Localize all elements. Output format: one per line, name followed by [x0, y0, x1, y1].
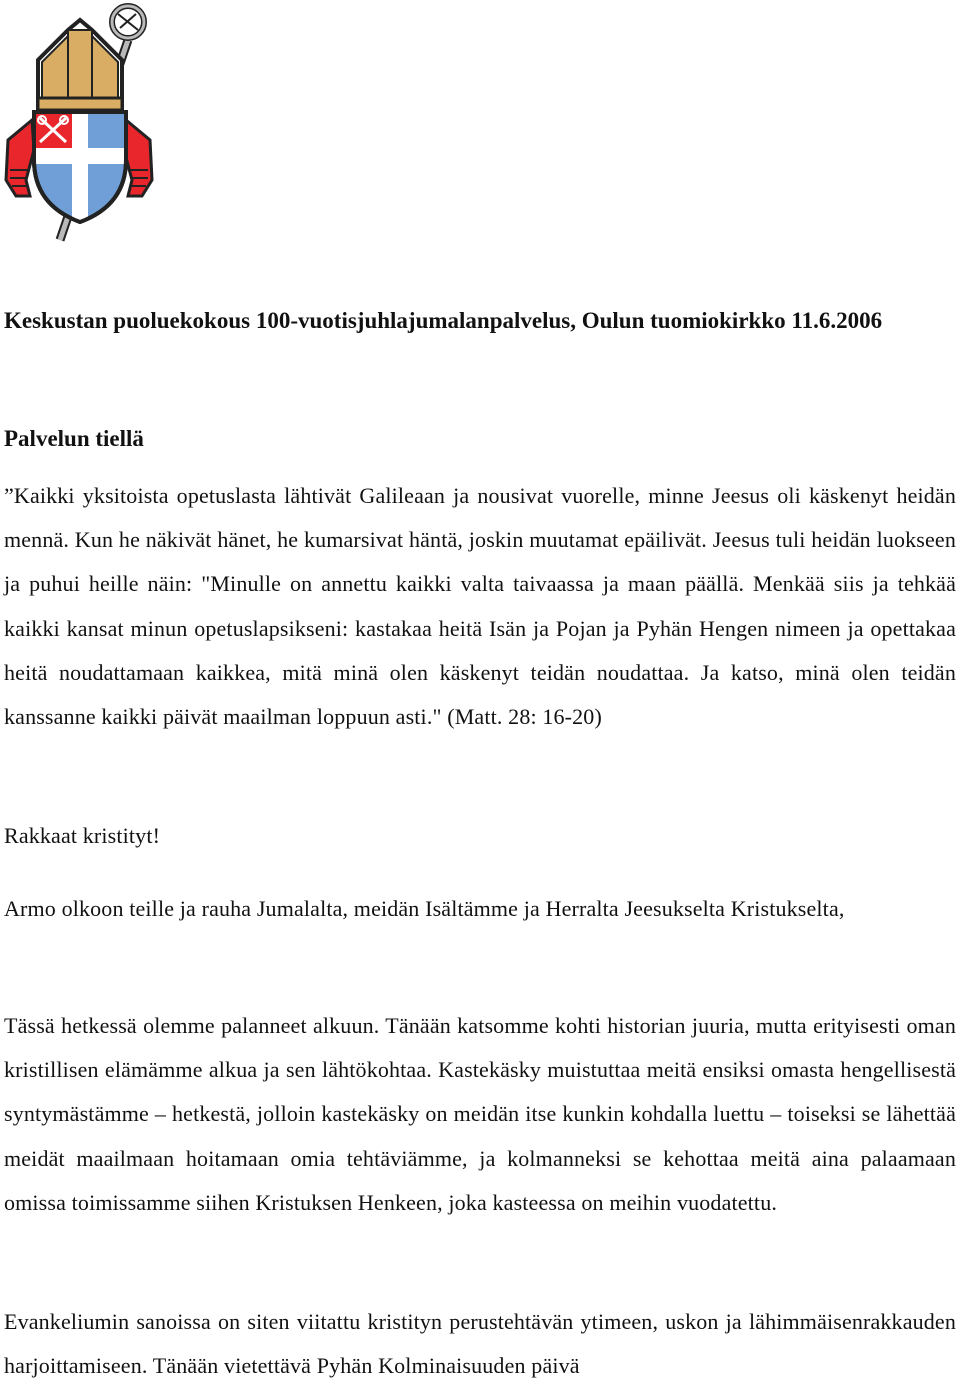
body-paragraph-continued: Evankeliumin sanoissa on siten viitattu kristityn perustehtävän ytimeen, uskon ja lähimmäisenrakkauden harjoittamiseen. Tänään vietettävä Pyhän Kolminaisuuden päivä	[4, 1309, 956, 1379]
blessing-paragraph: Armo olkoon teille ja rauha Jumalalta, meidän Isältämme ja Herralta Jeesukselta Kristukselta,	[4, 896, 845, 921]
scripture-paragraph: ”Kaikki yksitoista opetuslasta lähtivät Galileaan ja nousivat vuorelle, minne Jeesus oli käskenyt heidän mennä. Kun he näkivät hänet, he kumarsivat häntä, joskin muutamat epäilivät. Jeesus tuli heidän luokseen ja puhui heille näin: "Minulle on annettu kaikki valta taivaassa ja maan päällä. Menkää siis ja tehkää kaikki kansat minun opetuslapsikseni: kastakaa heitä Isän ja Pojan ja Pyhän Hengen nimeen ja opettakaa heitä noudattamaan kaikkea, mitä minä olen käskenyt teidän noudattaa. Ja katso, minä olen teidän kanssanne kaikki päivät maailman loppuun asti." (Matt. 28: 16-20)	[4, 483, 956, 730]
section-heading: Palvelun tiellä	[4, 426, 144, 451]
bishop-crest-icon	[0, 0, 158, 248]
body-paragraph: Tässä hetkessä olemme palanneet alkuun. Tänään katsomme kohti historian juuria, mutta erityisesti oman kristillisen elämämme alkua ja sen lähtökohtaa. Kastekäsky muistuttaa meitä ensiksi omasta hengellisestä syntymästämme – hetkestä, jolloin kastekäsky on meidän itse kunkin kohdalla luettu – toiseksi se lähettää meidät maailmaan hoitamaan omia tehtäviämme, ja kolmanneksi se kehottaa meitä aina palaamaan omissa toimissamme siihen Kristuksen Henkeen, joka kasteessa on meihin vuodatettu.	[4, 1013, 956, 1215]
greeting-paragraph: Rakkaat kristityt!	[4, 823, 161, 848]
document-title: Keskustan puoluekokous 100-vuotisjuhlajumalanpalvelus, Oulun tuomiokirkko 11.6.2006	[4, 308, 883, 333]
